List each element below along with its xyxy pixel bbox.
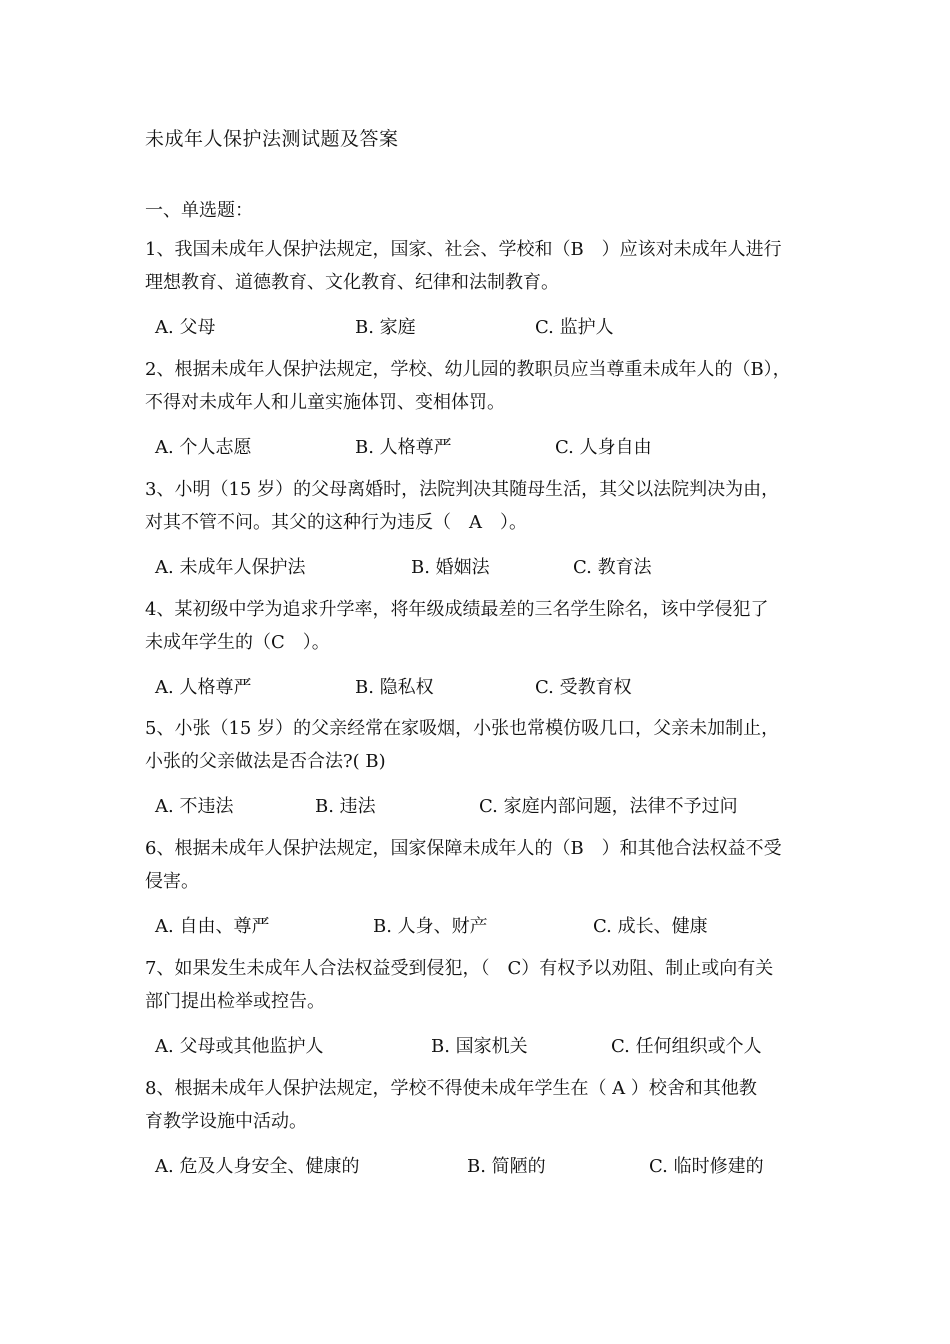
option-b: B. 简陋的 bbox=[467, 1156, 546, 1177]
options-4 bbox=[155, 673, 815, 703]
options-3 bbox=[155, 553, 815, 583]
question-text-line: 小张的父亲做法是否合法?( B) bbox=[145, 751, 386, 772]
question-text-line: 8、根据未成年人保护法规定，学校不得使未成年学生在（ A ）校舍和其他教 bbox=[145, 1078, 757, 1099]
document-title: 未成年人保护法测试题及答案 bbox=[145, 128, 399, 150]
question-1 bbox=[145, 233, 815, 299]
question-text-line: 理想教育、道德教育、文化教育、纪律和法制教育。 bbox=[145, 272, 559, 293]
question-3 bbox=[145, 473, 815, 539]
section-heading: 一、单选题： bbox=[145, 200, 253, 221]
options-7 bbox=[155, 1032, 815, 1062]
options-2 bbox=[155, 433, 815, 463]
option-b: B. 人身、财产 bbox=[373, 916, 488, 937]
option-a: A. 父母 bbox=[155, 317, 216, 338]
question-text-line: 不得对未成年人和儿童实施体罚、变相体罚。 bbox=[145, 392, 505, 413]
option-c: C. 成长、健康 bbox=[593, 916, 708, 937]
options-5 bbox=[155, 792, 815, 822]
option-c: C. 任何组织或个人 bbox=[611, 1036, 762, 1057]
option-b: B. 隐私权 bbox=[355, 677, 434, 698]
question-text-line: 3、小明（15 岁）的父母离婚时，法院判决其随母生活，其父以法院判决为由， bbox=[145, 479, 780, 500]
question-text-line: 5、小张（15 岁）的父亲经常在家吸烟，小张也常模仿吸几口，父亲未加制止， bbox=[145, 718, 780, 739]
options-8 bbox=[155, 1152, 815, 1182]
question-text-line: 育教学设施中活动。 bbox=[145, 1111, 307, 1132]
question-text-line: 对其不管不问。其父的这种行为违反（ A ）。 bbox=[145, 512, 527, 533]
options-1 bbox=[155, 313, 815, 343]
options-6 bbox=[155, 912, 815, 942]
option-a: A. 父母或其他监护人 bbox=[155, 1036, 324, 1057]
question-text-line: 7、如果发生未成年人合法权益受到侵犯，（ C）有权予以劝阻、制止或向有关 bbox=[145, 958, 774, 979]
option-c: C. 临时修建的 bbox=[649, 1156, 764, 1177]
option-b: B. 婚姻法 bbox=[411, 557, 490, 578]
option-b: B. 违法 bbox=[315, 796, 376, 817]
option-b: B. 人格尊严 bbox=[355, 437, 452, 458]
question-7 bbox=[145, 952, 815, 1018]
question-text-line: 2、根据未成年人保护法规定，学校、幼儿园的教职员应当尊重未成年人的（B）， bbox=[145, 359, 791, 380]
question-text-line: 1、我国未成年人保护法规定，国家、社会、学校和（B ）应该对未成年人进行 bbox=[145, 239, 782, 260]
option-c: C. 教育法 bbox=[573, 557, 652, 578]
question-text-line: 部门提出检举或控告。 bbox=[145, 991, 325, 1012]
option-b: B. 国家机关 bbox=[431, 1036, 528, 1057]
option-a: A. 未成年人保护法 bbox=[155, 557, 306, 578]
option-a: A. 人格尊严 bbox=[155, 677, 252, 698]
option-c: C. 家庭内部问题，法律不予过问 bbox=[479, 796, 738, 817]
question-text-line: 6、根据未成年人保护法规定，国家保障未成年人的（B ）和其他合法权益不受 bbox=[145, 838, 782, 859]
option-a: A. 自由、尊严 bbox=[155, 916, 270, 937]
question-text-line: 未成年学生的（C ）。 bbox=[145, 632, 330, 653]
question-4 bbox=[145, 593, 815, 659]
question-text-line: 4、某初级中学为追求升学率，将年级成绩最差的三名学生除名，该中学侵犯了 bbox=[145, 599, 769, 620]
option-b: B. 家庭 bbox=[355, 317, 416, 338]
question-text-line: 侵害。 bbox=[145, 871, 199, 892]
option-c: C. 监护人 bbox=[535, 317, 614, 338]
question-5 bbox=[145, 712, 815, 778]
option-c: C. 人身自由 bbox=[555, 437, 652, 458]
question-2 bbox=[145, 353, 815, 419]
question-6 bbox=[145, 832, 815, 898]
option-a: A. 个人志愿 bbox=[155, 437, 252, 458]
question-8 bbox=[145, 1072, 815, 1138]
option-a: A. 不违法 bbox=[155, 796, 234, 817]
option-a: A. 危及人身安全、健康的 bbox=[155, 1156, 360, 1177]
option-c: C. 受教育权 bbox=[535, 677, 632, 698]
